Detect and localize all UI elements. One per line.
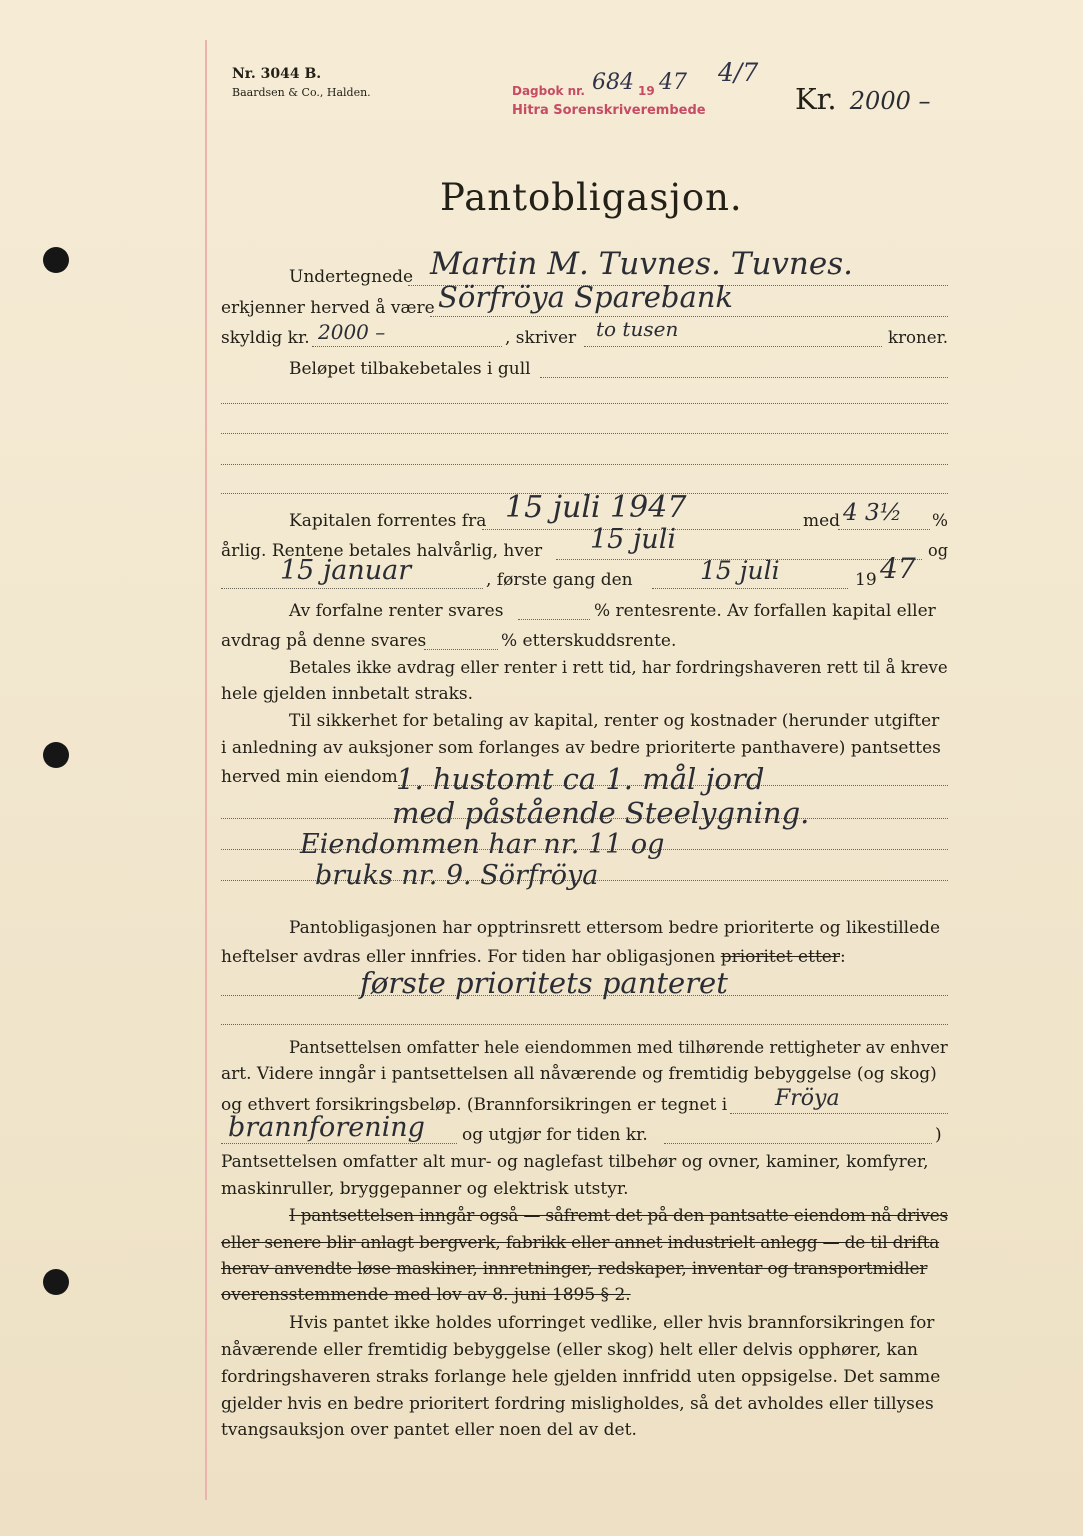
line-interest-date-2 [221,588,483,589]
label-undertegnede: Undertegnede [289,267,414,287]
struck-line-2 [221,1233,939,1253]
text-omfatter-1: Pantsettelsen omfatter hele eiendommen med tilhørende rettigheter av enhver [289,1038,948,1058]
text-forsikring: og ethvert forsikringsbeløp. (Brannforsikringen er tegnet i [221,1095,728,1115]
margin-rule [205,40,207,1500]
line-gold-1 [540,377,948,378]
struck-text-3: herav anvendte løse maskiner, innretninger, redskaper, inventar og transportmidler [221,1259,928,1279]
line-arrears-rate [424,649,498,650]
amount-header [795,82,931,116]
interest-date-1: 15 juli [590,524,676,555]
label-kroner: kroner. [888,328,948,348]
text-sikkerhet-1: Til sikkerhet for betaling av kapital, renter og kostnader (herunder utgifter [289,711,940,731]
line-amount-words [584,346,882,347]
text-heftelser-colon: : [839,947,846,967]
line-late-rate [518,619,590,620]
insurer-name-1: Fröya [775,1086,840,1111]
line-insurance-amount [664,1143,932,1144]
label-arlig: årlig. Rentene betales halvårlig, hver [221,541,543,561]
property-line-2: med påstående Steelygning. [392,796,810,830]
label-percent: % [932,511,948,531]
property-line-1: 1. hustomt ca 1. mål jord [396,762,765,796]
text-avdrag-a: avdrag på denne svares [221,631,427,651]
debtor-name: Martin M. Tuvnes. Tuvnes. [430,246,853,282]
label-erkjenner: erkjenner herved å være [221,298,435,318]
struck-text-1: I pantsettelsen inngår også — såfremt det på den pantsatte eiendom nå drives [289,1206,949,1226]
text-heftelser [221,947,846,967]
text-mur-2: maskinruller, bryggepanner og elektrisk utstyr. [221,1179,629,1199]
punch-hole-bottom [43,1269,69,1295]
text-mur-1: Pantsettelsen omfatter alt mur- og naglefast tilbehør og ovner, kaminer, komfyrer, [221,1152,929,1172]
struck-line-3 [221,1259,927,1279]
debt-amount-words: to tusen [596,317,679,341]
struck-line-4 [221,1285,631,1305]
creditor-name: Sörfröya Sparebank [438,280,733,314]
stamp-office: Hitra Sorenskriverembede [512,103,706,118]
line-gold-4 [221,464,948,465]
text-hvis-2: nåværende eller fremtidig bebyggelse (eller skog) helt eller delvis opphører, kan [221,1340,918,1360]
punch-hole-top [43,247,69,273]
text-utgjor: og utgjør for tiden kr. [462,1125,648,1145]
text-hvis-3: fordringshaveren straks forlange hele gjelden innfridd uten oppsigelse. Det samme [221,1367,941,1387]
stamp-dagbok-number: 684 [592,70,634,95]
interest-rate: 4 3½ [843,500,902,526]
amount-header-label: Kr. [795,82,837,116]
interest-from-date: 15 juli 1947 [505,490,687,525]
struck-text-4: overensstemmende med lov av 8. juni 1895 § 2. [221,1285,631,1305]
property-line-4: bruks nr. 9. Sörfröya [315,860,599,891]
interest-date-2: 15 januar [280,555,412,586]
text-heftelser-struck: prioritet etter [720,947,840,967]
struck-text-2: eller senere blir anlagt bergverk, fabrikk eller annet industrielt anlegg — de til drifta [221,1233,940,1253]
line-amount [312,346,502,347]
first-payment-year: 47 [880,552,916,585]
stamp-date: 4/7 [718,58,759,87]
text-sikkerhet-2: i anledning av auksjoner som forlanges av bedre prioriterte panthavere) pantsettes [221,738,941,758]
document-title: Pantobligasjon. [440,176,743,219]
amount-header-value: 2000 – [849,87,931,115]
line-rate [838,529,930,530]
line-gold-3 [221,433,948,434]
label-kapitalen: Kapitalen forrentes fra [289,511,487,531]
line-first-date [652,588,848,589]
punch-hole-middle [43,742,69,768]
text-forfalne-a: Av forfalne renter svares [289,601,504,621]
line-priority-2 [221,1024,948,1025]
property-line-3: Eiendommen har nr. 11 og [300,829,665,860]
struck-line-1 [289,1206,948,1226]
line-gold-2 [221,403,948,404]
stamp-dagbok-label: Dagbok nr. [512,84,585,98]
label-forste-gang: , første gang den [486,570,633,590]
text-hvis-4: gjelder hvis en bedre prioritert fordring misligholdes, så det avholdes eller tillyses [221,1394,934,1414]
label-year-prefix: 19 [855,570,877,590]
label-skriver: , skriver [505,328,577,348]
text-hvis-5: tvangsauksjon over pantet eller noen del av det. [221,1420,637,1440]
text-hvis-1: Hvis pantet ikke holdes uforringet vedlike, eller hvis brannforsikringen for [289,1313,935,1333]
priority-text: første prioritets panteret [360,966,728,1000]
text-opptrinsrett: Pantobligasjonen har opptrinsrett ettersom bedre prioriterte og likestillede [289,918,941,938]
text-betales-2: hele gjelden innbetalt straks. [221,684,474,704]
label-belopet: Beløpet tilbakebetales i gull [289,359,531,379]
line-creditor [430,316,948,317]
insurer-name-2: brannforening [228,1112,425,1143]
label-skyldig: skyldig kr. [221,328,310,348]
printer-name: Baardsen & Co., Halden. [232,86,371,99]
text-forfalne-b: % rentesrente. Av forfallen kapital eller [594,601,936,621]
stamp-year-prefix: 19 [638,84,655,98]
debt-amount: 2000 – [318,320,386,344]
line-insurer [730,1113,948,1114]
label-og: og [928,541,949,561]
text-omfatter-2: art. Videre inngår i pantsettelsen all nåværende og fremtidig bebyggelse (og skog) [221,1064,937,1084]
text-heftelser-a: heftelser avdras eller innfries. For tiden har obligasjonen [221,947,716,967]
text-herved: herved min eiendom [221,767,398,787]
label-med: med [803,511,841,531]
line-insurer-2 [221,1143,457,1144]
text-avdrag-b: % etterskuddsrente. [501,631,677,651]
text-close-paren: ) [935,1125,942,1145]
text-betales-1: Betales ikke avdrag eller renter i rett tid, har fordringshaveren rett til å kreve [289,658,948,678]
stamp-year: 47 [659,70,687,95]
form-number: Nr. 3044 B. [232,66,322,82]
first-payment-date: 15 juli [700,556,780,585]
